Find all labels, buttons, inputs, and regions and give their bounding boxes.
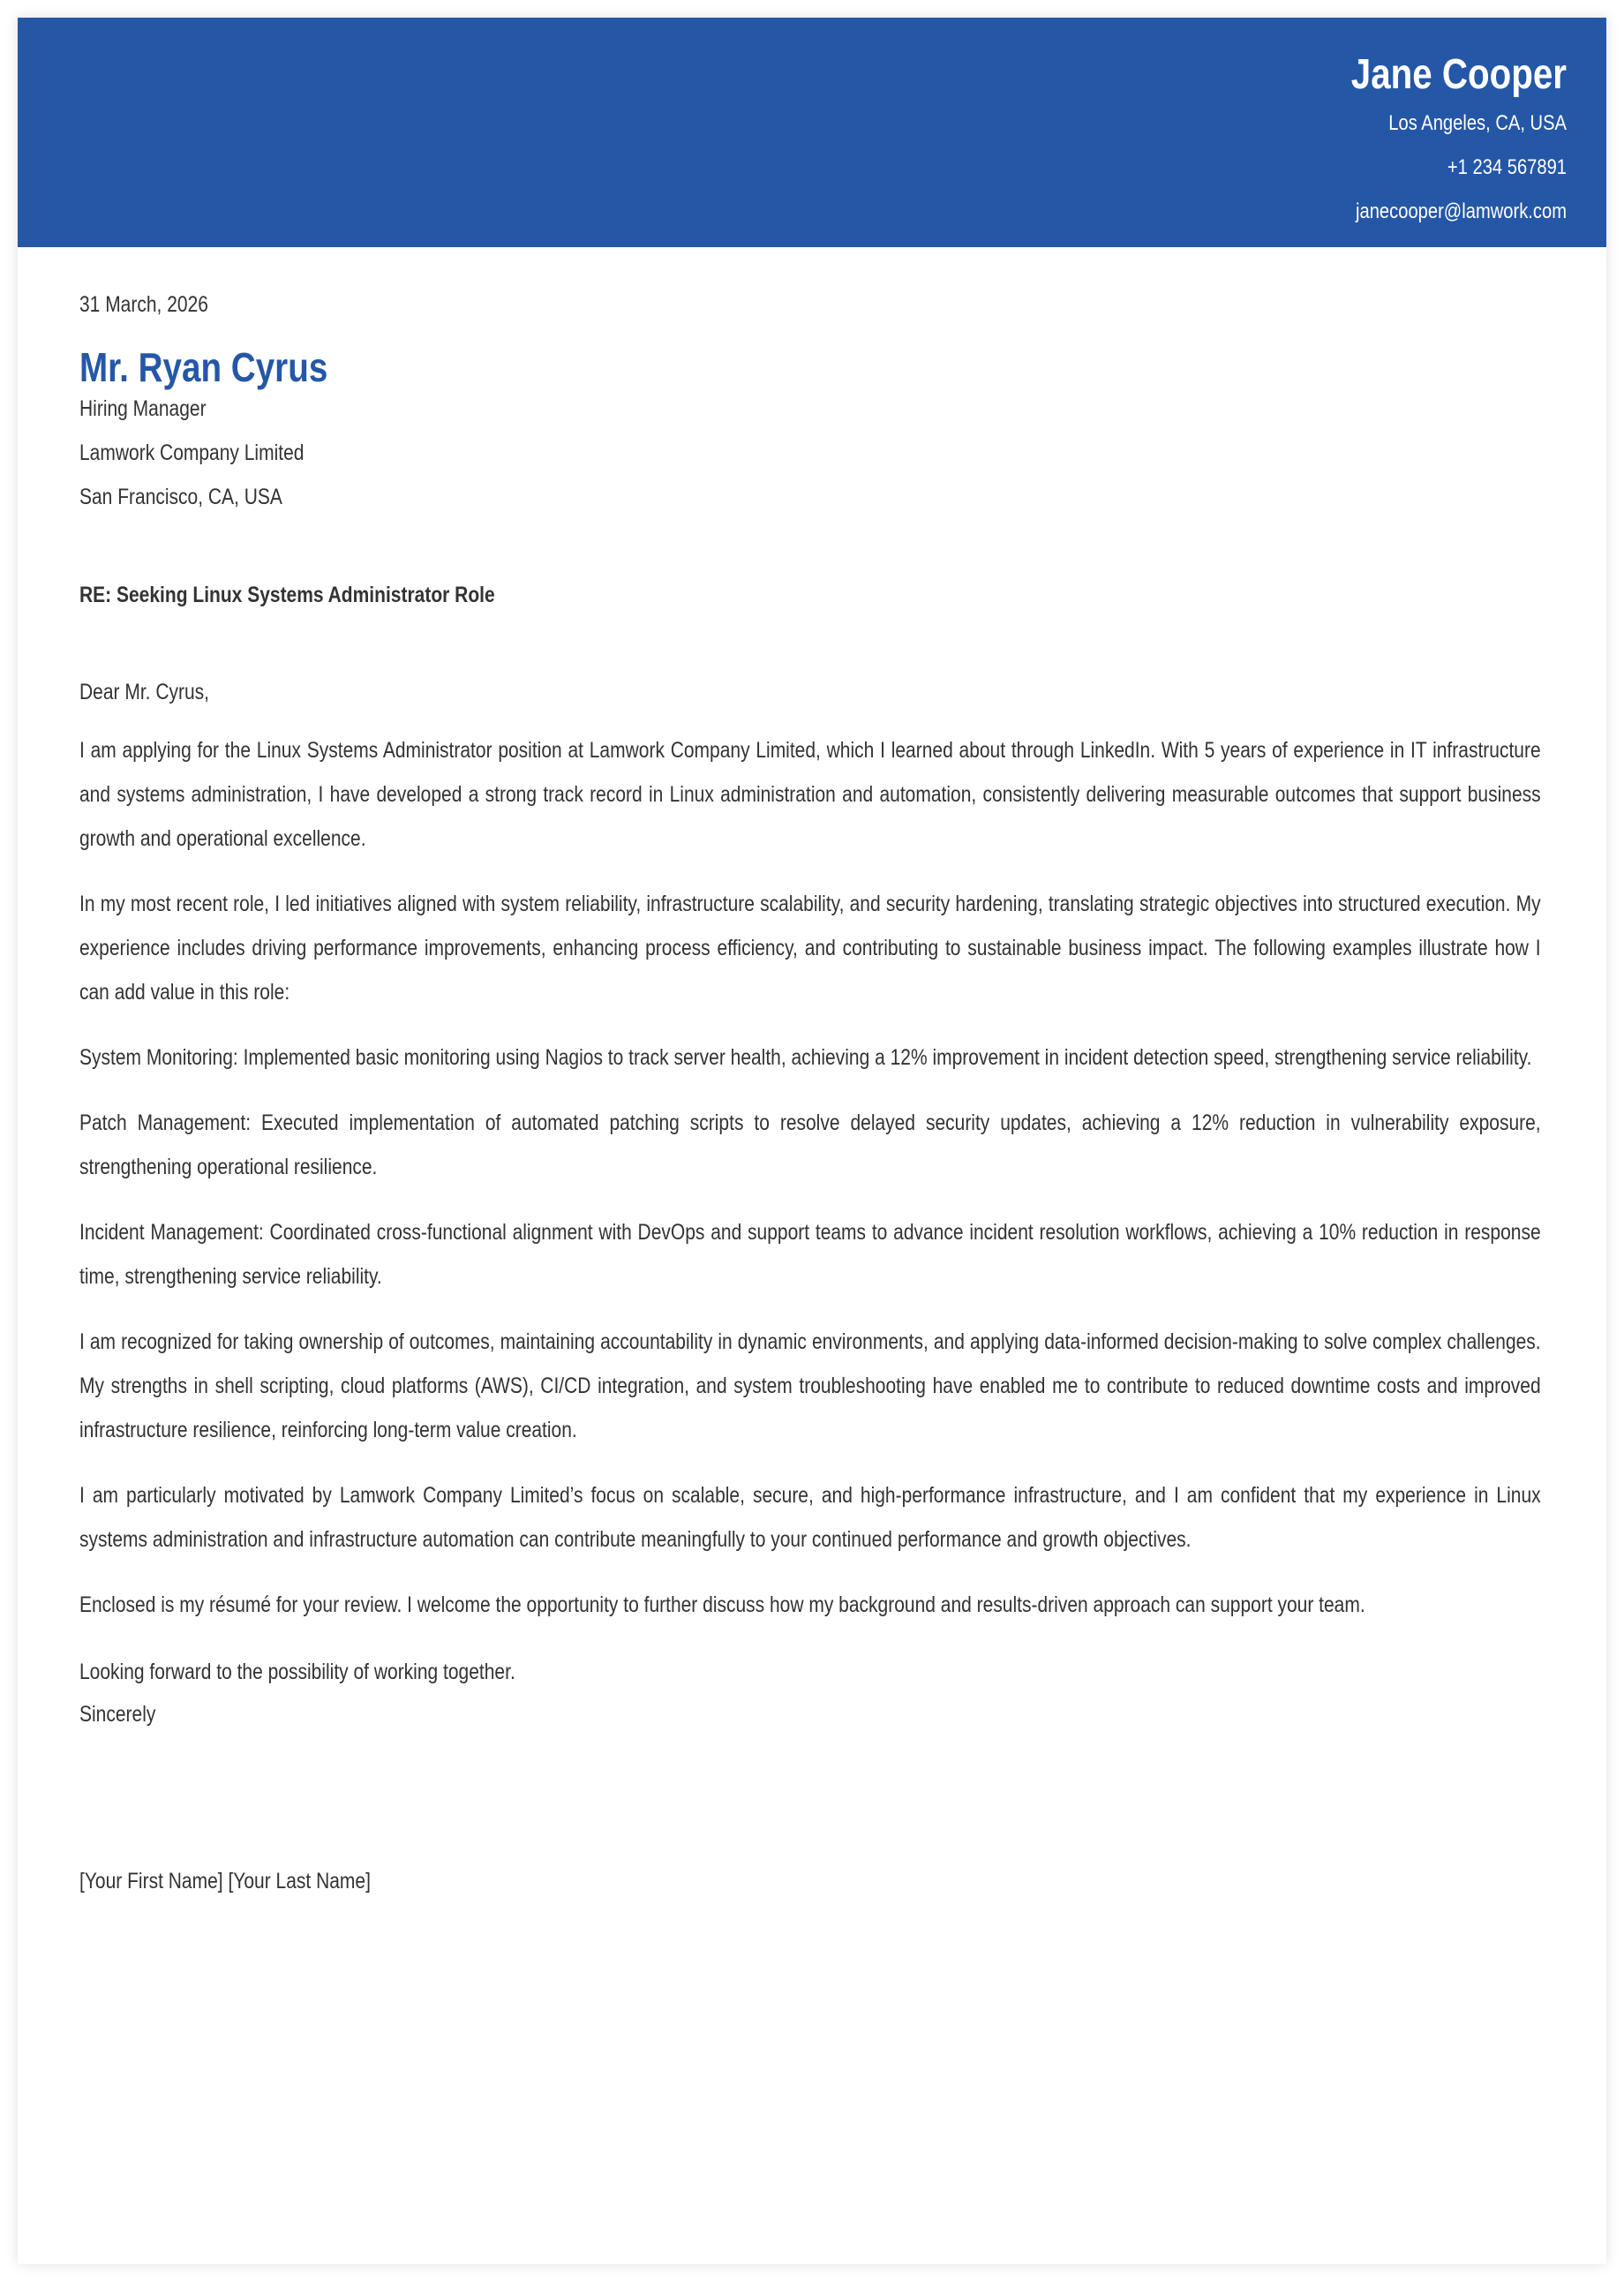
recipient-title: Hiring Manager [79,396,207,421]
greeting: Dear Mr. Cyrus, [79,680,210,704]
signature-name: [Your First Name] [Your Last Name] [79,1869,371,1893]
paragraph: System Monitoring: Implemented basic monitoring using Nagios to track server health, achieving a 12% improvement in incident detection speed, strengthening service reliability. [79,1045,1532,1070]
signoff: Sincerely [79,1702,156,1727]
paragraph: Enclosed is my résumé for your review. I welcome the opportunity to further discuss how my background and results-driven approach can support your team. [79,1592,1365,1617]
paragraph: Patch Management: Executed implementation of automated patching scripts to resolve delayed security updates, achieving a 12% reduction in vulnerability exposure, strengthening operational resilience. [79,1110,1541,1179]
closing-line: Looking forward to the possibility of working together. [79,1660,515,1684]
cover-letter-page [18,18,1606,2264]
sender-info [677,49,1567,234]
sender-phone: +1 234 567891 [1447,155,1567,179]
closing [79,1651,1541,1735]
letter-date: 31 March, 2026 [79,292,208,317]
paragraph: I am particularly motivated by Lamwork Company Limited’s focus on scalable, secure, and high-performance infrastructure, and I am confident that my experience in Linux systems administration and infrastructure automation can contribute meaningfully to your continued performance and growth objectives. [79,1483,1541,1552]
recipient-name: Mr. Ryan Cyrus [79,344,328,390]
letter-body [79,265,1541,1903]
paragraph: I am applying for the Linux Systems Administrator position at Lamwork Company Limited, which I learned about through LinkedIn. With 5 years of experience in IT infrastructure and systems administration, I have developed a strong track record in Linux administration and automation, consistently delivering measurable outcomes that support business growth and operational excellence. [79,738,1541,851]
sender-location: Los Angeles, CA, USA [1388,111,1567,135]
subject-line: RE: Seeking Linux Systems Administrator Role [79,583,495,607]
paragraph: In my most recent role, I led initiatives aligned with system reliability, infrastructure scalability, and security hardening, translating strategic objectives into structured execution. My experience includes driving performance improvements, enhancing process efficiency, and contributing to sustainable business impact. The following examples illustrate how I can add value in this role: [79,892,1541,1005]
recipient-location: San Francisco, CA, USA [79,485,282,509]
sender-name: Jane Cooper [1350,51,1567,98]
sender-email: janecooper@lamwork.com [1356,199,1567,223]
paragraph: I am recognized for taking ownership of outcomes, maintaining accountability in dynamic environments, and applying data-informed decision-making to solve complex challenges. My strengths in shell scripting, cloud platforms (AWS), CI/CD integration, and system troubleshooting have enabled me to contribute to reduced downtime costs and improved infrastructure resilience, reinforcing long-term value creation. [79,1329,1541,1442]
recipient-company: Lamwork Company Limited [79,440,304,465]
paragraph: Incident Management: Coordinated cross-functional alignment with DevOps and support teams to advance incident resolution workflows, achieving a 10% reduction in response time, strengthening service reliability. [79,1220,1541,1289]
letter-header [18,18,1606,247]
